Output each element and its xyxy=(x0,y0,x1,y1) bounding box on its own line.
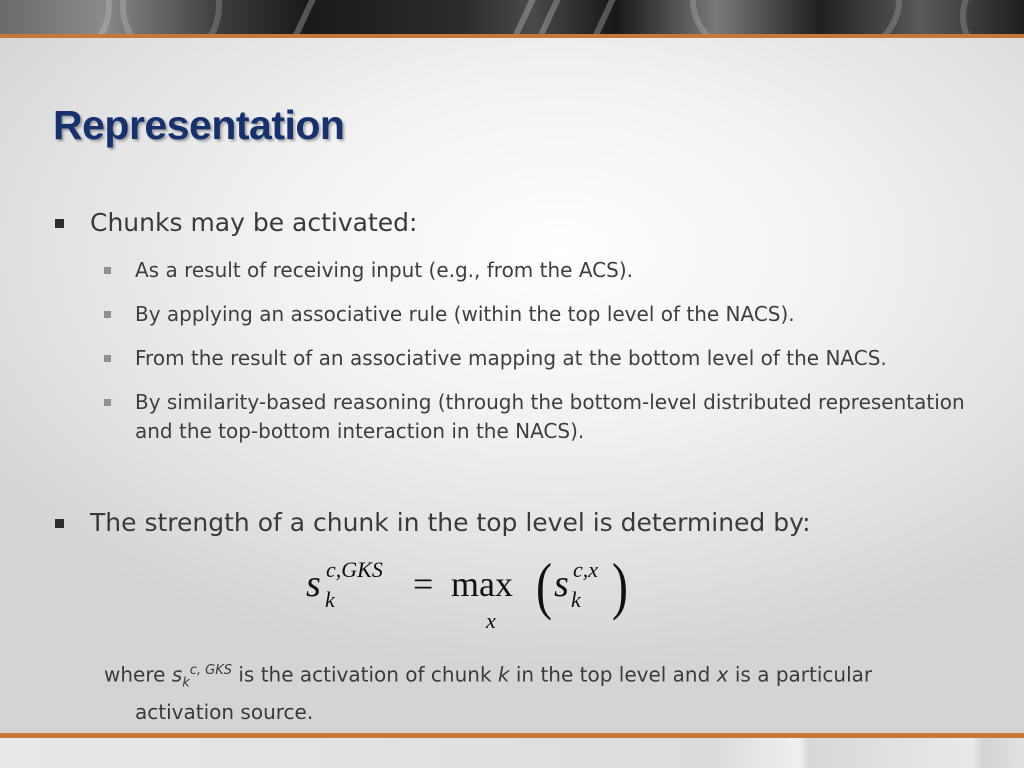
footer-band xyxy=(0,738,1024,768)
header-banner-image xyxy=(0,0,1024,34)
formula-rhs-superscript: c,x xyxy=(573,557,599,582)
sub-bullet-text: As a result of receiving input (e.g., from the ACS). xyxy=(135,258,633,282)
formula-open-paren: ( xyxy=(536,551,552,622)
square-bullet-icon xyxy=(55,219,64,228)
formula-lhs-base: s xyxy=(306,563,321,605)
square-bullet-icon xyxy=(55,519,64,528)
sub-bullet-text: By applying an associative rule (within the top level of the NACS). xyxy=(135,302,795,326)
where-var-sub: k xyxy=(182,675,190,691)
square-bullet-icon xyxy=(104,311,111,318)
formula-explanation xyxy=(104,656,984,727)
formula-equals: = xyxy=(413,564,434,604)
strength-formula xyxy=(300,550,660,635)
where-part3: is a particular xyxy=(728,662,873,687)
sub-bullet-text: From the result of an associative mapping at the bottom level of the NACS. xyxy=(135,346,887,370)
where-x: x xyxy=(716,662,729,687)
formula-lhs-subscript: k xyxy=(325,587,335,612)
where-part2: in the top level and xyxy=(509,662,717,687)
slide-title: Representation xyxy=(53,102,345,148)
where-k: k xyxy=(497,662,510,687)
where-line2: activation source. xyxy=(135,699,314,724)
bullet-text: The strength of a chunk in the top level is determined by: xyxy=(90,508,811,537)
where-var: s xyxy=(171,662,183,687)
formula-rhs-base: s xyxy=(554,563,569,605)
where-var-sup: c, GKS xyxy=(189,663,233,678)
formula-max-subscript: x xyxy=(486,608,496,633)
formula-lhs-superscript: c,GKS xyxy=(326,557,383,582)
square-bullet-icon xyxy=(104,267,111,274)
square-bullet-icon xyxy=(104,399,111,406)
formula-max-operator: max xyxy=(451,564,513,604)
where-prefix: where xyxy=(104,662,172,687)
square-bullet-icon xyxy=(104,355,111,362)
bullet-text: Chunks may be activated: xyxy=(90,208,418,237)
where-part1: is the activation of chunk xyxy=(232,662,498,687)
sub-bullet-text: By similarity-based reasoning (through the bottom-level distributed representation and the top-bottom interaction in the NACS). xyxy=(135,390,965,443)
top-accent-rule xyxy=(0,34,1024,38)
formula-rhs-subscript: k xyxy=(571,587,581,612)
formula-close-paren: ) xyxy=(612,551,628,622)
